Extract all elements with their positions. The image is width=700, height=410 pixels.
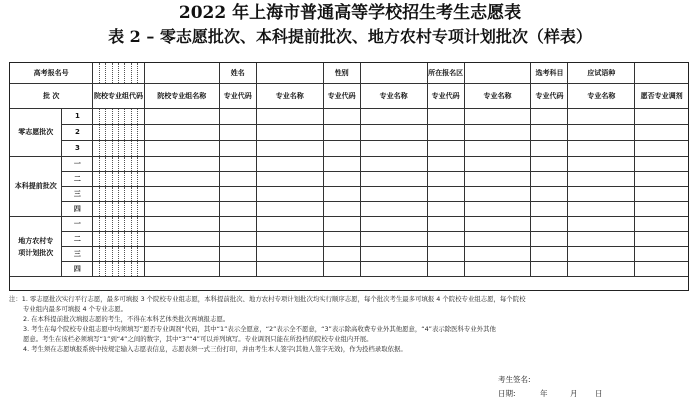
header-batch: 批 次 [10,84,93,109]
date-label: 日期: [498,389,516,398]
note-line: 4. 考生须在志愿填报系统中按规定输入志愿表信息，志愿表须一式三份打印，并由考生本人签字(其他人签字无效)，作为投档录取依据。 [23,345,407,353]
header-group-name: 院校专业组名称 [144,84,219,109]
form-subtitle: 表 2 – 零志愿批次、本科提前批次、地方农村专项计划批次（样表） [108,27,592,46]
row-index: 三 [62,187,93,202]
row-index: 四 [62,202,93,217]
header-major-code-1: 专业代码 [219,84,256,109]
row-index: 一 [62,217,93,232]
note-line: 专业组内最多可填报 4 个专业志愿。 [23,305,127,313]
batch-name: 本科提前批次 [10,157,62,217]
header-major-name-4: 专业名称 [568,84,635,109]
table-frame [9,62,689,291]
header-major-code-4: 专业代码 [531,84,568,109]
header-group-code: 院校专业组代码 [93,84,144,109]
exam-no-label: 高考报名号 [10,63,93,84]
district-label: 所在报名区 [427,63,464,84]
row-index: 四 [62,262,93,277]
month-label: 月 [570,389,578,398]
signature-block [498,373,603,401]
gender-label: 性别 [323,63,360,84]
signature-label: 考生签名: [498,375,531,384]
header-major-code-2: 专业代码 [323,84,360,109]
row-index: 3 [62,141,93,157]
batch-name: 地方农村专项计划批次 [10,217,62,277]
row-index: 二 [62,232,93,247]
header-major-code-3: 专业代码 [427,84,464,109]
form-title: 2022 年上海市普通高等学校招生考生志愿表 [178,3,522,23]
header-major-name-3: 专业名称 [464,84,531,109]
row-index: 1 [62,109,93,125]
row-index: 2 [62,125,93,141]
row-index: 二 [62,172,93,187]
header-adjust: 愿否专业调剂 [635,84,689,109]
day-label: 日 [595,389,603,398]
row-index: 一 [62,157,93,172]
note-line: 愿意。考生在该栏必须填写“1”到“4”之间的数字，其中“3”“4”可以并列填写。专业调剂只能在所投档的院校专业组内开展。 [23,335,373,343]
note-line: 2. 在本科提前批次填报志愿的考生，不得在本科艺体类批次再填报志愿。 [23,315,230,323]
year-label: 年 [540,389,548,398]
note-line: 注：1. 零志愿批次实行平行志愿，最多可填报 3 个院校专业组志愿，本科提前批次、地方农村专项计划批次均实行顺序志愿，每个批次考生最多可填报 4 个院校专业组志愿，每个院校 [9,295,526,303]
date-line [498,387,603,401]
batch-name: 零志愿批次 [10,109,62,157]
header-major-name-2: 专业名称 [360,84,427,109]
row-index: 三 [62,247,93,262]
name-label: 姓名 [219,63,256,84]
notes [9,294,691,354]
language-label: 应试语种 [568,63,635,84]
subject-label: 选考科目 [531,63,568,84]
note-line: 3. 考生在每个院校专业组志愿中均须填写“愿否专业调剂”代码，其中“1”表示全愿意，“2”表示全不愿意，“3”表示除高收费专业外其他愿意，“4”表示除医科专业外其他 [23,325,496,333]
header-major-name-1: 专业名称 [256,84,323,109]
